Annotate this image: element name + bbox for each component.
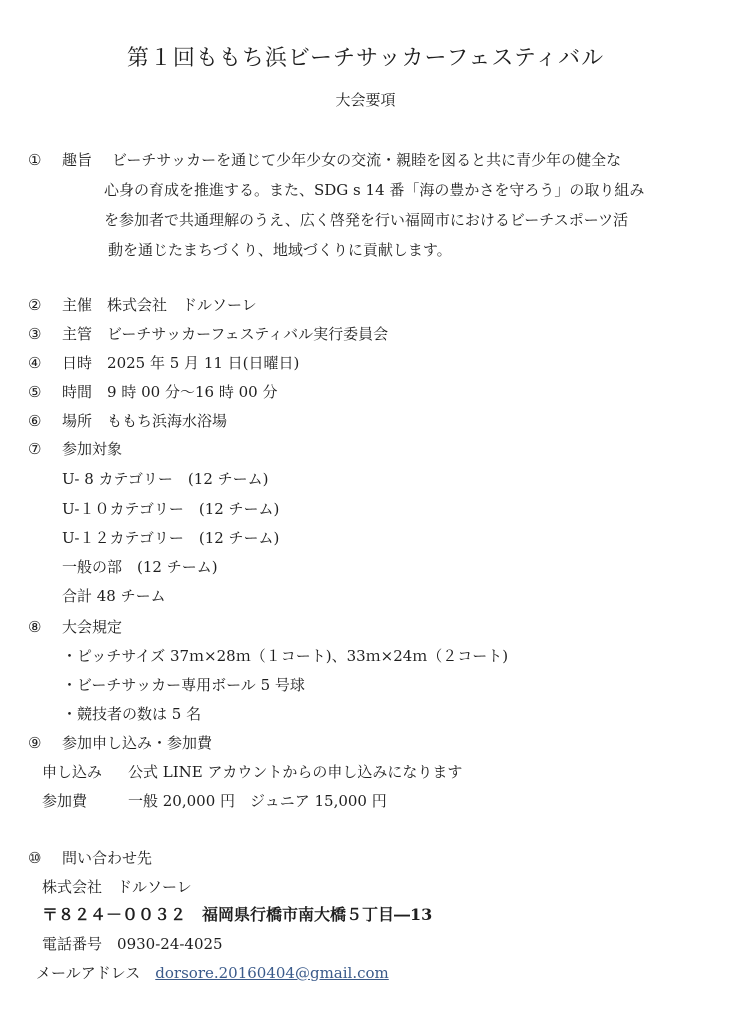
category-general: 一般の部 (12 チーム): [62, 558, 218, 576]
purpose-line-3: を参加者で共通理解のうえ、広く啓発を行い福岡市におけるビーチスポーツ活: [104, 211, 629, 229]
organizer-label: 主催: [62, 296, 93, 314]
time-number: ⑤: [28, 383, 42, 401]
category-u12: U-１２カテゴリー (12 チーム): [62, 529, 280, 547]
entry-heading: [28, 733, 212, 753]
purpose-label: 趣旨: [62, 151, 93, 169]
rules-label: 大会規定: [62, 618, 123, 636]
participants-number: ⑦: [28, 440, 42, 458]
entry-apply-value: 公式 LINE アカウントからの申し込みになります: [128, 763, 463, 781]
purpose-number: ①: [28, 151, 42, 169]
contact-email-row: [36, 963, 389, 983]
venue-row: [28, 411, 227, 431]
document-title: 第１回ももち浜ビーチサッカーフェスティバル: [126, 46, 605, 71]
rule-ball: ・ビーチサッカー専用ボール 5 号球: [62, 676, 305, 694]
contact-address: 〒８２４－００３２ 福岡県行橋市南大橋５丁目―13: [42, 905, 433, 924]
rule-pitch-size: ・ピッチサイズ 37ｍ×28ｍ（１コート)、33ｍ×24ｍ（２コート): [62, 647, 509, 665]
category-u8: U- 8 カテゴリー (12 チーム): [62, 470, 269, 488]
management-label: 主管: [62, 325, 93, 343]
organizer-value: 株式会社 ドルソーレ: [107, 296, 257, 314]
teams-total: 合計 48 チーム: [62, 587, 166, 605]
management-value: ビーチサッカーフェスティバル実行委員会: [107, 325, 389, 343]
entry-fee-value: 一般 20,000 円 ジュニア 15,000 円: [128, 792, 387, 810]
entry-label: 参加申し込み・参加費: [62, 734, 213, 752]
rule-players: ・競技者の数は 5 名: [62, 705, 202, 723]
management-number: ③: [28, 325, 42, 343]
entry-number: ⑨: [28, 734, 42, 752]
entry-apply-label: 申し込み: [42, 763, 103, 781]
organizer-number: ②: [28, 296, 42, 314]
purpose-heading: [28, 150, 92, 170]
phone-number[interactable]: 0930-24-4025: [117, 935, 223, 953]
organizer-row: [28, 295, 257, 315]
participants-heading: [28, 439, 122, 459]
time-label: 時間: [62, 383, 93, 401]
date-value: 2025 年 5 月 11 日(日曜日): [107, 354, 300, 372]
time-value: 9 時 00 分〜16 時 00 分: [107, 383, 278, 401]
email-label: メールアドレス: [36, 964, 141, 982]
venue-value: ももち浜海水浴場: [107, 412, 228, 430]
purpose-line-4: 動を通じたまちづくり、地域づくりに貢献します。: [108, 241, 452, 259]
document-subtitle: 大会要項: [335, 91, 396, 109]
purpose-line-2: 心身の育成を推進する。また、SDG s 14 番「海の豊かさを守ろう」の取り組み: [104, 181, 645, 199]
contact-company: 株式会社 ドルソーレ: [42, 878, 192, 896]
contact-heading: [28, 848, 152, 868]
contact-number: ⑩: [28, 849, 42, 867]
entry-fee-label: 参加費: [42, 792, 88, 810]
category-u10: U-１０カテゴリー (12 チーム): [62, 500, 280, 518]
management-row: [28, 324, 388, 344]
rules-heading: [28, 617, 122, 637]
purpose-line-1: ビーチサッカーを通じて少年少女の交流・親睦を図ると共に青少年の健全な: [112, 151, 622, 169]
time-row: [28, 382, 277, 402]
email-link[interactable]: dorsore.20160404@gmail.com: [155, 964, 389, 982]
rules-number: ⑧: [28, 618, 42, 636]
phone-label: 電話番号: [42, 935, 103, 953]
venue-label: 場所: [62, 412, 93, 430]
contact-phone-row: [42, 934, 223, 954]
participants-label: 参加対象: [62, 440, 123, 458]
date-label: 日時: [62, 354, 93, 372]
date-number: ④: [28, 354, 42, 372]
venue-number: ⑥: [28, 412, 42, 430]
date-row: [28, 353, 299, 373]
contact-label: 問い合わせ先: [62, 849, 153, 867]
